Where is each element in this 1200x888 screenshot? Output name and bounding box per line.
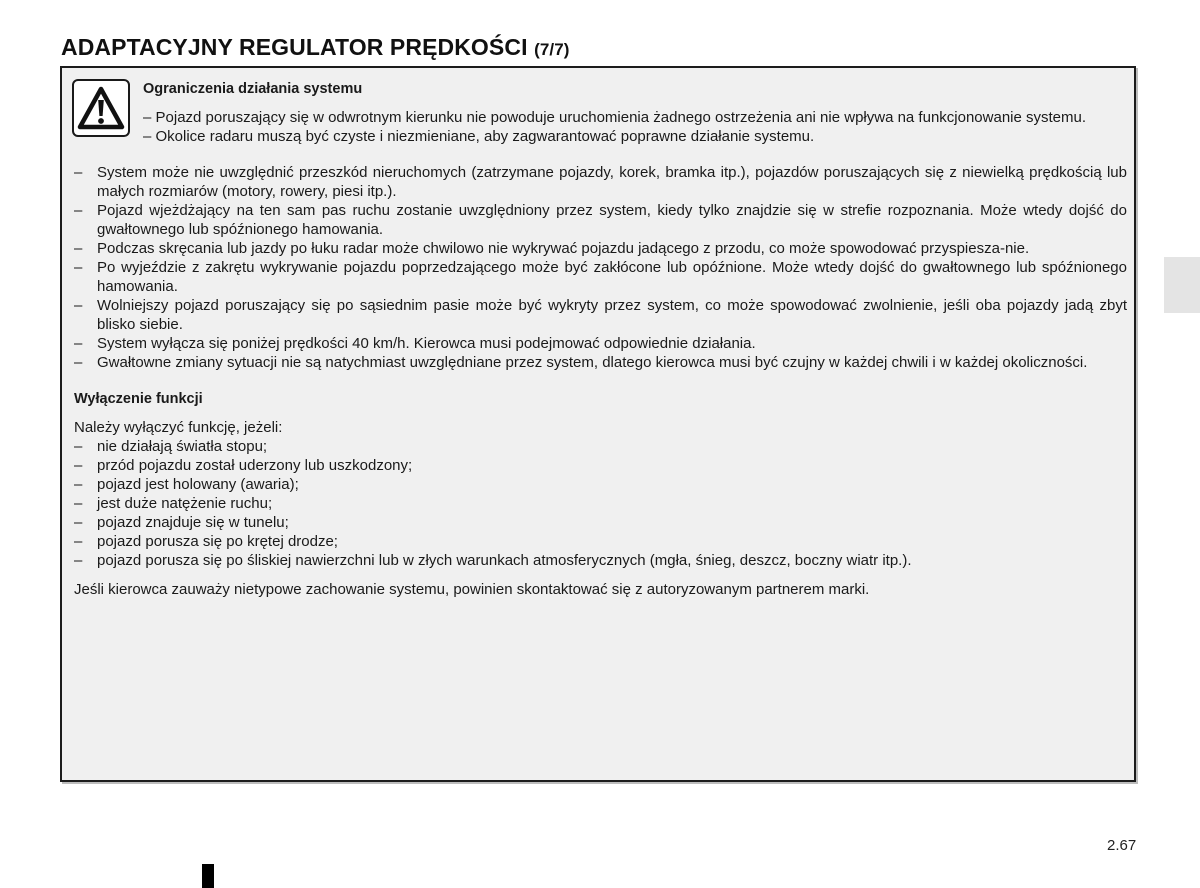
list-item: – Wolniejszy pojazd poruszający się po sąsiednim pasie może być wykryty przez system, co może spowodować zwolnienie, jeśli oba pojazdy jadą zbyt blisko siebie. xyxy=(74,296,1127,334)
list-item: – pojazd porusza się po śliskiej nawierzchni lub w złych warunkach atmosferycznych (mgła, śnieg, deszcz, boczny wiatr itp.). xyxy=(74,551,1127,570)
list-item: – pojazd znajduje się w tunelu; xyxy=(74,513,1127,532)
system-limits-intro xyxy=(143,80,1128,146)
list-item: – Po wyjeździe z zakrętu wykrywanie pojazdu poprzedzającego może być zakłócone lub opóźnione. Może wtedy dojść do gwałtownego lub spóźnionego hamowania. xyxy=(74,258,1127,296)
warning-box xyxy=(60,66,1136,782)
list-item: – pojazd porusza się po krętej drodze; xyxy=(74,532,1127,551)
warning-triangle-icon xyxy=(72,79,130,137)
list-item: – Podczas skręcania lub jazdy po łuku radar może chwilowo nie wykrywać pojazdu jadącego z przodu, co może spowodować przyspiesza-nie. xyxy=(74,239,1127,258)
system-limits-list xyxy=(74,163,1127,372)
page-title xyxy=(61,34,570,61)
intro-line: – Pojazd poruszający się w odwrotnym kierunku nie powoduje uruchomienia żadnego ostrzeżenia ani nie wpływa na funkcjonowanie systemu. xyxy=(143,109,1087,126)
warning-body xyxy=(74,163,1127,599)
list-item: – System może nie uwzględnić przeszkód nieruchomych (zatrzymane pojazdy, korek, bramka itp.), pojazdów poruszających się z niewielką prędkością lub małych rozmiarów (motory, rowery, piesi itp.). xyxy=(74,163,1127,201)
print-crop-mark xyxy=(202,864,214,888)
list-item: – System wyłącza się poniżej prędkości 40 km/h. Kierowca musi podejmować odpowiednie działania. xyxy=(74,334,1127,353)
section-side-tab xyxy=(1164,257,1200,313)
list-item: – Gwałtowne zmiany sytuacji nie są natychmiast uwzględniane przez system, dlatego kierowca musi być czujny w każdej chwili i w każdej okoliczności. xyxy=(74,353,1127,372)
page-number: 2.67 xyxy=(1107,837,1137,854)
page-title-text: ADAPTACYJNY REGULATOR PRĘDKOŚCI xyxy=(61,34,528,61)
list-item: – Pojazd wjeżdżający na ten sam pas ruchu zostanie uwzględniony przez system, kiedy tylko znajdzie się w strefie rozpoznania. Może wtedy dojść do gwałtownego lub spóźnionego hamowania. xyxy=(74,201,1127,239)
deactivation-heading: Wyłączenie funkcji xyxy=(74,391,203,407)
list-item: – przód pojazdu został uderzony lub uszkodzony; xyxy=(74,456,1127,475)
deactivation-intro: Należy wyłączyć funkcję, jeżeli: xyxy=(74,419,283,436)
deactivation-list xyxy=(74,437,1127,570)
closing-note: Jeśli kierowca zauważy nietypowe zachowanie systemu, powinien skontaktować się z autoryzowanym partnerem marki. xyxy=(74,581,870,598)
list-item: – pojazd jest holowany (awaria); xyxy=(74,475,1127,494)
list-item: – nie działają światła stopu; xyxy=(74,437,1127,456)
system-limits-heading: Ograniczenia działania systemu xyxy=(143,81,363,97)
page-part-indicator: (7/7) xyxy=(534,40,570,60)
list-item: – jest duże natężenie ruchu; xyxy=(74,494,1127,513)
intro-line: – Okolice radaru muszą być czyste i niezmieniane, aby zagwarantować poprawne działanie systemu. xyxy=(143,128,815,145)
